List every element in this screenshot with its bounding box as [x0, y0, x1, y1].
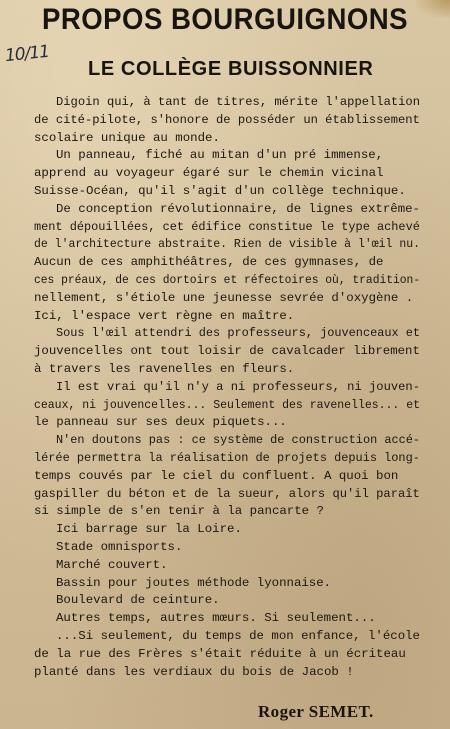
- article-line: Aucun de ces amphithéâtres, de ces gymnases, de: [34, 255, 384, 270]
- article-line: Suisse-Océan, qu'il s'agit d'un collège technique.: [34, 183, 406, 198]
- article-line: Bassin pour joutes méthode lyonnaise.: [56, 575, 332, 590]
- article-line: ...Si seulement, du temps de mon enfance, l'école: [56, 628, 420, 643]
- article-line: ceaux, ni jouvencelles... Seulement des ravenelles... et: [34, 397, 421, 412]
- article-line: jouvencelles ont tout loisir de cavalcader librement: [34, 344, 420, 359]
- article-line: De conception révolutionnaire, de lignes extrême-: [56, 201, 420, 216]
- article-line: N'en doutons pas : ce système de construction accé-: [56, 433, 421, 448]
- article-line: Boulevard de ceinture.: [56, 593, 220, 608]
- article-body: [34, 94, 420, 681]
- article-line: Autres temps, autres mœurs. Si seulement...: [56, 611, 376, 626]
- article-line: de cité-pilote, s'honore de posséder un établissement: [34, 112, 420, 127]
- article-line: Ici, l'espace vert règne en maître.: [34, 308, 295, 323]
- column-title: PROPOS BOURGUIGNONS: [41, 3, 409, 36]
- article-line: ces préaux, de ces dortoirs et réfectoires où, tradition-: [34, 272, 421, 287]
- author-signature: Roger SEMET.: [258, 702, 374, 721]
- article-line: Sous l'œil attendri des professeurs, jouvenceaux et: [56, 326, 421, 341]
- article-line: de la rue des Frères s'était réduite à un écriteau: [34, 646, 406, 661]
- article-line: ment dépouillées, cet édifice constitue le type achevé: [34, 219, 420, 234]
- article-line: lérée permettra la réalisation de projets depuis long-: [34, 450, 420, 465]
- article-line: Ici barrage sur la Loire.: [56, 522, 242, 537]
- article-line: Un panneau, fiché au mitan d'un pré immense,: [56, 148, 384, 163]
- article-line: Marché couvert.: [56, 557, 168, 572]
- article-line: à travers les ravenelles en fleurs.: [34, 361, 295, 376]
- article-line: de l'architecture abstraite. Rien de visible à l'œil nu.: [34, 237, 421, 252]
- article-line: Stade omnisports.: [56, 539, 183, 554]
- article-line: Il est vrai qu'il n'y a ni professeurs, ni jouven-: [56, 379, 420, 394]
- article-line: le panneau sur ses deux piquets...: [34, 415, 287, 430]
- article-line: Digoin qui, à tant de titres, mérite l'appellation: [56, 95, 420, 109]
- article-line: nellement, s'étiole une jeunesse sevrée d'oxygène .: [34, 290, 414, 305]
- article-line: temps couvés par le ciel du confluent. A quoi bon: [34, 468, 399, 483]
- article-line: si simple de s'en tenir à la pancarte ?: [34, 504, 324, 519]
- article-line: apprend au voyageur égaré sur le chemin vicinal: [34, 166, 384, 181]
- article-title: LE COLLÈGE BUISSONNIER: [88, 58, 374, 80]
- article-line: gaspiller du béton et de la sueur, alors qu'il paraît: [34, 486, 420, 501]
- article-line: planté dans les verdiaux du bois de Jacob !: [34, 664, 354, 679]
- article-line: scolaire unique au monde.: [34, 130, 220, 145]
- handwritten-date-note: 10/11: [4, 41, 50, 67]
